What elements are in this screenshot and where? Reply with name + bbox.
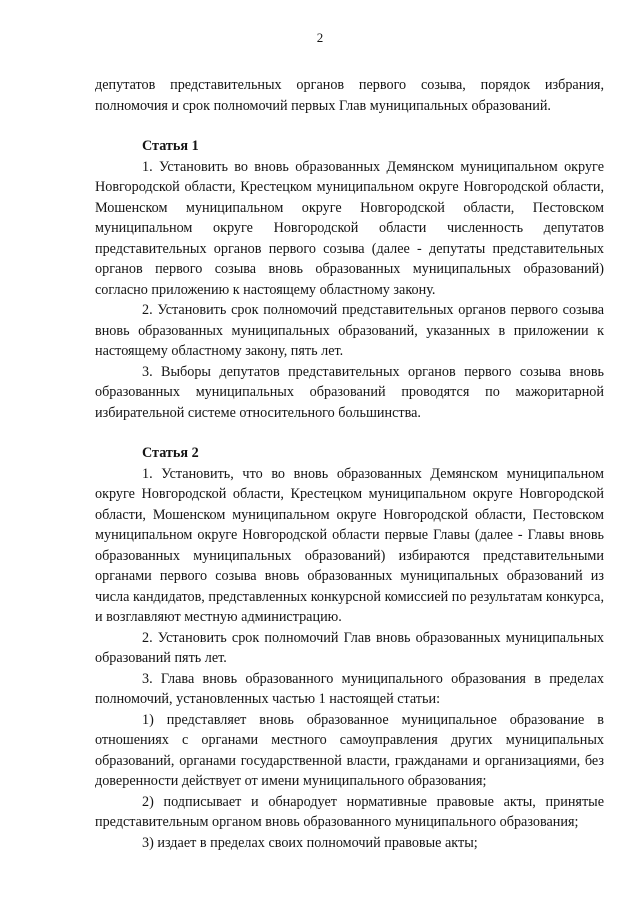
article-2-paragraph-1: 1. Установить, что во вновь образованных Демянском муниципальном округе Новгородской области, Крестецком муниципальном округе Новгородской области, Мошенском муниципальном округе Новгородской области, Пестовском муниципальном округе Новгородской области первые Главы (далее - Главы вновь образованных муниципальных образований) избираются представительными органами первого созыва вновь образованных муниципальных образований из числа кандидатов, представленных конкурсной комиссией по результатам конкурса, и возглавляют местную администрацию. bbox=[95, 465, 604, 625]
article-1-paragraph-1: 1. Установить во вновь образованных Демянском муниципальном округе Новгородской области, Крестецком муниципальном округе Новгородской области, Мошенском муниципальном округе Новгородской области, Пестовском муниципальном округе Новгородской области численность депутатов представительных органов первого созыва (далее - депутаты представительных органов первого созыва вновь образованных муниципальных образований) согласно приложению к настоящему областному закону. bbox=[95, 158, 604, 298]
spacer bbox=[95, 116, 604, 136]
article-1-paragraph-3: 3. Выборы депутатов представительных органов первого созыва вновь образованных муниципальных образований проводятся по мажоритарной избирательной системе относительного большинства. bbox=[95, 363, 604, 421]
document-body bbox=[95, 75, 604, 853]
article-2-subitem-2: 2) подписывает и обнародует нормативные правовые акты, принятые представительным органом вновь образованного муниципального образования; bbox=[95, 793, 604, 830]
article-2-heading: Статья 2 bbox=[142, 445, 199, 461]
article-2-paragraph-3: 3. Глава вновь образованного муниципального образования в пределах полномочий, установленных частью 1 настоящей статьи: bbox=[95, 670, 604, 707]
article-1-paragraph-2: 2. Установить срок полномочий представительных органов первого созыва вновь образованных муниципальных образований, указанных в приложении к настоящему областному закону, пять лет. bbox=[95, 302, 604, 359]
article-2-subitem-1: 1) представляет вновь образованное муниципальное образование в отношениях с органами местного самоуправления других муниципальных образований, органами государственной власти, гражданами и организациями, без доверенности действует от имени муниципального образования; bbox=[95, 711, 604, 789]
page-number: 2 bbox=[316, 30, 324, 45]
article-1-heading: Статья 1 bbox=[142, 138, 199, 154]
spacer bbox=[95, 423, 604, 443]
intro-paragraph: депутатов представительных органов первого созыва, порядок избрания, полномочия и срок полномочий первых Глав муниципальных образований. bbox=[95, 77, 604, 114]
article-2-paragraph-2: 2. Установить срок полномочий Глав вновь образованных муниципальных образований пять лет. bbox=[95, 629, 604, 666]
article-2-subitem-3: 3) издает в пределах своих полномочий правовые акты; bbox=[142, 834, 478, 851]
